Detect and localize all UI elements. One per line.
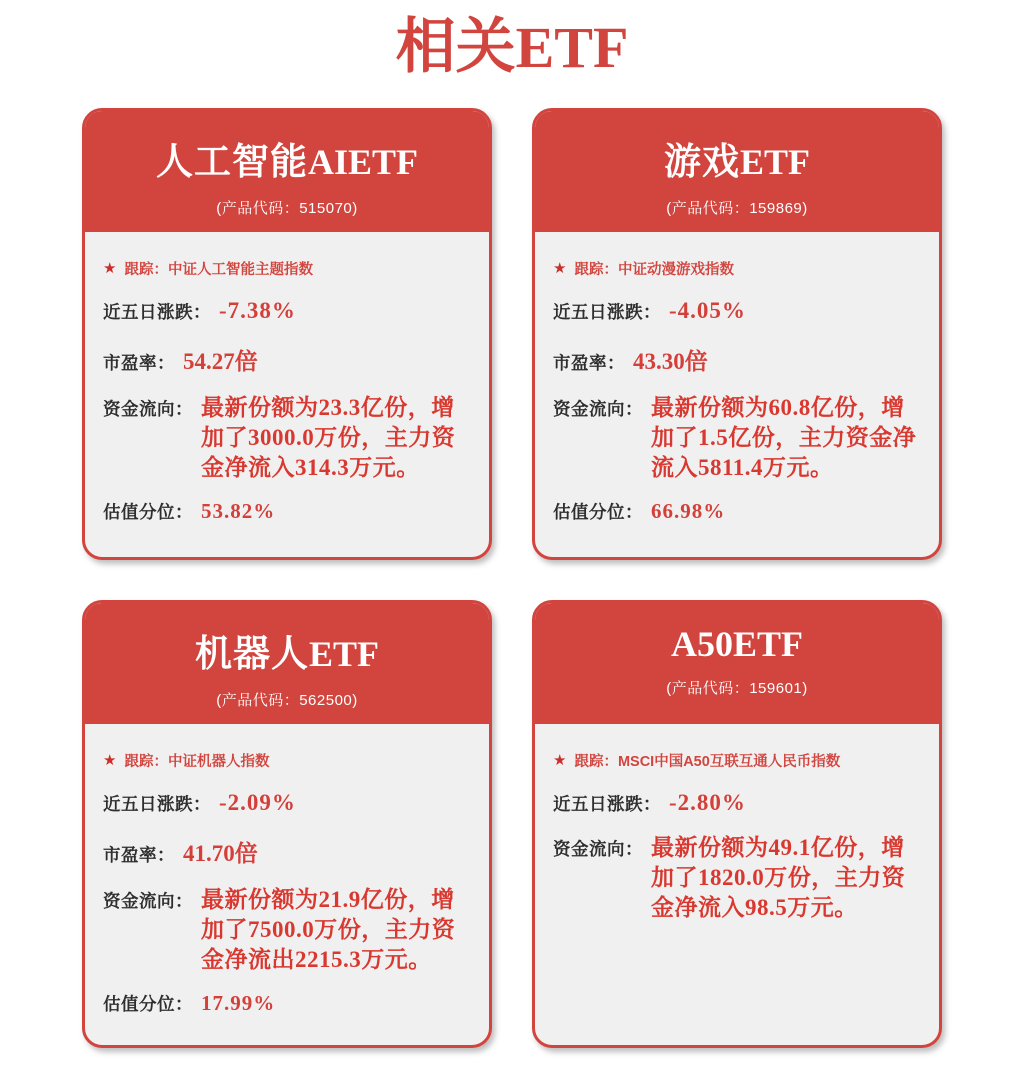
five-day-change-label: 近五日涨跌： [103, 301, 211, 322]
fund-flow-label: 资金流向： [103, 398, 193, 419]
etf-card-ai [82, 108, 492, 560]
valuation-value: 53.82% [201, 498, 276, 523]
valuation-label: 估值分位： [553, 501, 643, 522]
five-day-change-row [553, 298, 919, 324]
valuation-label: 估值分位： [103, 501, 193, 522]
fund-flow-row [103, 393, 469, 483]
card-title-en: AIETF [307, 141, 419, 182]
five-day-change-row [103, 790, 469, 816]
card-title-en: A50ETF [670, 623, 803, 664]
five-day-change-row [553, 790, 919, 816]
track-index: 中证人工智能主题指数 [167, 261, 313, 278]
card-title-zh: 人工智能 [155, 140, 308, 182]
fund-flow-value: 最新份额为23.3亿份，增加了3000.0万份，主力资金净流入314.3万元。 [201, 394, 456, 480]
card-body [85, 232, 489, 557]
pe-ratio-label: 市盈率： [553, 352, 625, 373]
card-title-zh: 机器人 [194, 632, 309, 674]
pe-ratio-value: 43.30倍 [633, 348, 708, 374]
pe-ratio-label: 市盈率： [103, 352, 175, 373]
valuation-row [553, 499, 919, 524]
page-title [0, 0, 1024, 82]
card-title [85, 131, 489, 185]
card-title [85, 623, 489, 677]
pe-ratio-value: 41.70倍 [183, 840, 258, 866]
etf-card-robot [82, 600, 492, 1048]
card-title [535, 623, 939, 665]
etf-card-grid [0, 108, 1024, 1048]
card-header [535, 603, 939, 724]
track-label: 跟踪： [574, 753, 618, 770]
etf-card-game [532, 108, 942, 560]
fund-flow-value: 最新份额为60.8亿份，增加了1.5亿份，主力资金净流入5811.4万元。 [651, 394, 917, 480]
five-day-change-label: 近五日涨跌： [103, 793, 211, 814]
five-day-change-value: -2.09% [219, 789, 296, 815]
card-body [535, 232, 939, 557]
card-header [85, 603, 489, 724]
fund-flow-label: 资金流向： [553, 838, 643, 859]
five-day-change-label: 近五日涨跌： [553, 301, 661, 322]
star-icon: ★ [103, 260, 117, 278]
track-label: 跟踪： [124, 261, 168, 278]
card-header [535, 111, 939, 232]
card-title-zh: 游戏 [663, 140, 740, 182]
page-title-en: ETF [515, 15, 629, 80]
track-label: 跟踪： [124, 753, 168, 770]
card-header [85, 111, 489, 232]
track-row [103, 258, 469, 279]
five-day-change-value: -4.05% [669, 297, 746, 323]
valuation-value: 17.99% [201, 990, 276, 1015]
product-code: (产品代码：562500) [216, 691, 358, 709]
fund-flow-value: 最新份额为21.9亿份，增加了7500.0万份，主力资金净流出2215.3万元。 [201, 886, 456, 972]
card-body [85, 724, 489, 1045]
etf-card-a50 [532, 600, 942, 1048]
star-icon: ★ [103, 752, 117, 770]
fund-flow-row [553, 833, 919, 923]
valuation-label: 估值分位： [103, 993, 193, 1014]
product-code: (产品代码：159869) [666, 199, 808, 217]
valuation-row [103, 991, 469, 1016]
pe-ratio-label: 市盈率： [103, 844, 175, 865]
valuation-row [103, 499, 469, 524]
track-row [103, 750, 469, 771]
fund-flow-row [103, 885, 469, 975]
card-title-en: ETF [739, 141, 810, 182]
five-day-change-value: -2.80% [669, 789, 746, 815]
product-code: (产品代码：159601) [666, 679, 808, 697]
card-body [535, 724, 939, 1045]
page-title-zh: 相关 [395, 13, 516, 80]
card-title [535, 131, 939, 185]
track-row [553, 750, 919, 771]
fund-flow-label: 资金流向： [103, 890, 193, 911]
five-day-change-label: 近五日涨跌： [553, 793, 661, 814]
fund-flow-row [553, 393, 919, 483]
valuation-value: 66.98% [651, 498, 726, 523]
track-index: 中证机器人指数 [167, 753, 270, 770]
fund-flow-label: 资金流向： [553, 398, 643, 419]
card-title-en: ETF [308, 633, 379, 674]
five-day-change-row [103, 298, 469, 324]
track-label: 跟踪： [574, 261, 618, 278]
product-code: (产品代码：515070) [216, 199, 358, 217]
five-day-change-value: -7.38% [219, 297, 296, 323]
star-icon: ★ [553, 260, 567, 278]
pe-ratio-row [553, 343, 919, 376]
pe-ratio-row [103, 343, 469, 376]
track-row [553, 258, 919, 279]
pe-ratio-value: 54.27倍 [183, 348, 258, 374]
track-index: MSCI中国A50互联互通人民币指数 [617, 753, 841, 770]
pe-ratio-row [103, 835, 469, 868]
track-index: 中证动漫游戏指数 [617, 261, 734, 278]
star-icon: ★ [553, 752, 567, 770]
fund-flow-value: 最新份额为49.1亿份，增加了1820.0万份，主力资金净流入98.5万元。 [651, 834, 906, 920]
